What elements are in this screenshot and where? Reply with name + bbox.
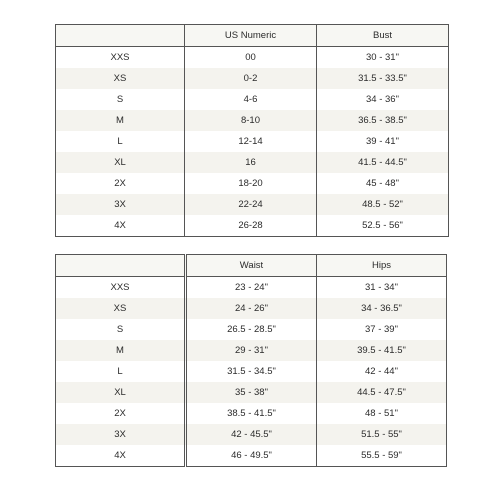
size-label: 4X	[56, 215, 185, 237]
size-label: XL	[56, 152, 185, 173]
size-chart-bust-table	[55, 24, 449, 237]
table-row	[56, 173, 449, 194]
header-size	[56, 25, 185, 47]
bust-value: 31.5 - 33.5"	[317, 68, 449, 89]
size-label: L	[56, 361, 186, 382]
table-row	[56, 277, 447, 299]
header-size	[56, 255, 186, 277]
table-row	[56, 131, 449, 152]
table-row	[56, 215, 449, 237]
size-chart-waist-hips-table	[55, 254, 447, 467]
table-row	[56, 361, 447, 382]
bust-value: 48.5 - 52"	[317, 194, 449, 215]
size-label: M	[56, 110, 185, 131]
us-numeric-value: 12-14	[185, 131, 317, 152]
waist-value: 46 - 49.5"	[186, 445, 317, 467]
size-label: XXS	[56, 277, 186, 299]
hips-value: 51.5 - 55"	[317, 424, 447, 445]
us-numeric-value: 18-20	[185, 173, 317, 194]
table-row	[56, 424, 447, 445]
size-label: S	[56, 319, 186, 340]
waist-value: 23 - 24"	[186, 277, 317, 299]
us-numeric-value: 22-24	[185, 194, 317, 215]
us-numeric-value: 16	[185, 152, 317, 173]
hips-value: 44.5 - 47.5"	[317, 382, 447, 403]
size-label: XS	[56, 68, 185, 89]
us-numeric-value: 0-2	[185, 68, 317, 89]
waist-value: 26.5 - 28.5"	[186, 319, 317, 340]
size-label: 2X	[56, 173, 185, 194]
table-row	[56, 194, 449, 215]
waist-value: 35 - 38"	[186, 382, 317, 403]
hips-value: 37 - 39"	[317, 319, 447, 340]
table-row	[56, 340, 447, 361]
size-label: M	[56, 340, 186, 361]
waist-value: 38.5 - 41.5"	[186, 403, 317, 424]
bust-value: 36.5 - 38.5"	[317, 110, 449, 131]
table-row	[56, 47, 449, 69]
table-row	[56, 319, 447, 340]
us-numeric-value: 8-10	[185, 110, 317, 131]
header-hips: Hips	[317, 255, 447, 277]
waist-value: 29 - 31"	[186, 340, 317, 361]
bust-value: 30 - 31"	[317, 47, 449, 69]
us-numeric-value: 00	[185, 47, 317, 69]
table-row	[56, 403, 447, 424]
size-label: 4X	[56, 445, 186, 467]
table-row	[56, 445, 447, 467]
hips-value: 39.5 - 41.5"	[317, 340, 447, 361]
size-label: XS	[56, 298, 186, 319]
bust-value: 45 - 48"	[317, 173, 449, 194]
table-row	[56, 298, 447, 319]
size-label: 3X	[56, 194, 185, 215]
bust-value: 41.5 - 44.5"	[317, 152, 449, 173]
size-label: XL	[56, 382, 186, 403]
bust-value: 39 - 41"	[317, 131, 449, 152]
hips-value: 55.5 - 59"	[317, 445, 447, 467]
size-label: 2X	[56, 403, 186, 424]
hips-value: 48 - 51"	[317, 403, 447, 424]
hips-value: 34 - 36.5"	[317, 298, 447, 319]
table-row	[56, 89, 449, 110]
table-header-row	[56, 25, 449, 47]
header-bust: Bust	[317, 25, 449, 47]
us-numeric-value: 26-28	[185, 215, 317, 237]
table-header-row	[56, 255, 447, 277]
table-row	[56, 110, 449, 131]
waist-value: 24 - 26"	[186, 298, 317, 319]
hips-value: 42 - 44"	[317, 361, 447, 382]
size-label: S	[56, 89, 185, 110]
bust-value: 34 - 36"	[317, 89, 449, 110]
waist-value: 42 - 45.5"	[186, 424, 317, 445]
size-label: 3X	[56, 424, 186, 445]
table-row	[56, 152, 449, 173]
size-label: XXS	[56, 47, 185, 69]
hips-value: 31 - 34"	[317, 277, 447, 299]
table-row	[56, 382, 447, 403]
table-row	[56, 68, 449, 89]
bust-value: 52.5 - 56"	[317, 215, 449, 237]
header-waist: Waist	[186, 255, 317, 277]
us-numeric-value: 4-6	[185, 89, 317, 110]
waist-value: 31.5 - 34.5"	[186, 361, 317, 382]
header-us-numeric: US Numeric	[185, 25, 317, 47]
size-label: L	[56, 131, 185, 152]
